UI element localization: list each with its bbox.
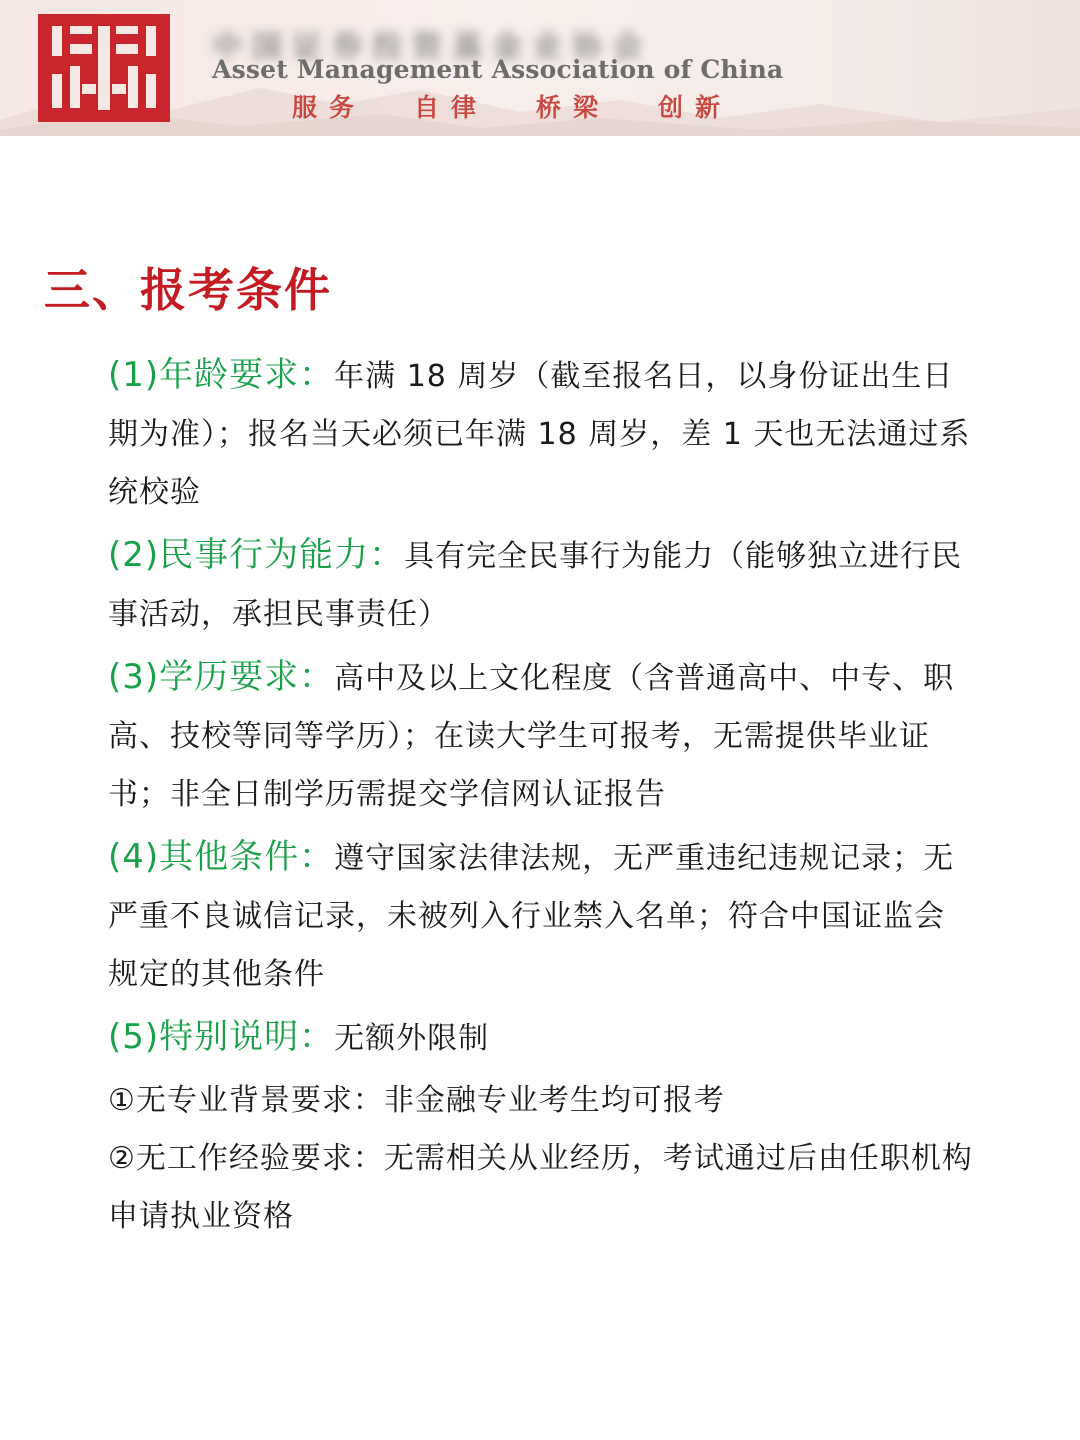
- motto-word: 服务: [292, 93, 367, 122]
- requirement-text: 无额外限制: [334, 1021, 490, 1056]
- amac-logo: [38, 14, 170, 122]
- requirement-text: 具有完全民事行为能力（能够独立进行民事活动，承担民事责任）: [108, 539, 963, 632]
- motto-word: 创新: [658, 93, 733, 122]
- requirement-item-special: [108, 1008, 974, 1068]
- requirement-item-capacity: [108, 526, 974, 644]
- header-banner: [0, 0, 1080, 136]
- org-name-en: Asset Management Association of China: [212, 55, 784, 84]
- requirement-text: 遵守国家法律法规，无严重违纪违规记录；无严重不良诚信记录，未被列入行业禁入名单；符合中国证监会规定的其他条件: [108, 841, 955, 992]
- requirement-label: (1)年龄要求：: [108, 355, 335, 395]
- requirement-label: (2)民事行为能力：: [108, 535, 405, 575]
- section-title: 三、报考条件: [44, 263, 332, 317]
- requirement-label: (5)特别说明：: [108, 1017, 335, 1057]
- requirement-item-other: [108, 828, 974, 1004]
- org-name-cn: 中国证券投资基金业协会: [212, 30, 652, 65]
- motto-word: 自律: [414, 93, 489, 122]
- requirement-label: (3)学历要求：: [108, 657, 335, 697]
- requirement-item-education: [108, 648, 974, 824]
- requirement-text: 高中及以上文化程度（含普通高中、中专、职高、技校等同等学历）；在读大学生可报考，无需提供毕业证书；非全日制学历需提交学信网认证报告: [108, 661, 955, 812]
- special-note: ②无工作经验要求：无需相关从业经历，考试通过后由任职机构申请执业资格: [108, 1141, 973, 1234]
- requirement-label: (4)其他条件：: [108, 837, 335, 877]
- org-motto: [292, 88, 732, 124]
- requirement-text: 年满 18 周岁（截至报名日，以身份证出生日期为准）；报名当天必须已年满 18 周岁，差 1 天也无法通过系统校验: [108, 359, 971, 510]
- special-note: ①无专业背景要求：非金融专业考生均可报考: [108, 1083, 725, 1118]
- requirements-list: [108, 346, 974, 1246]
- motto-word: 桥梁: [536, 93, 611, 122]
- requirement-item-age: [108, 346, 974, 522]
